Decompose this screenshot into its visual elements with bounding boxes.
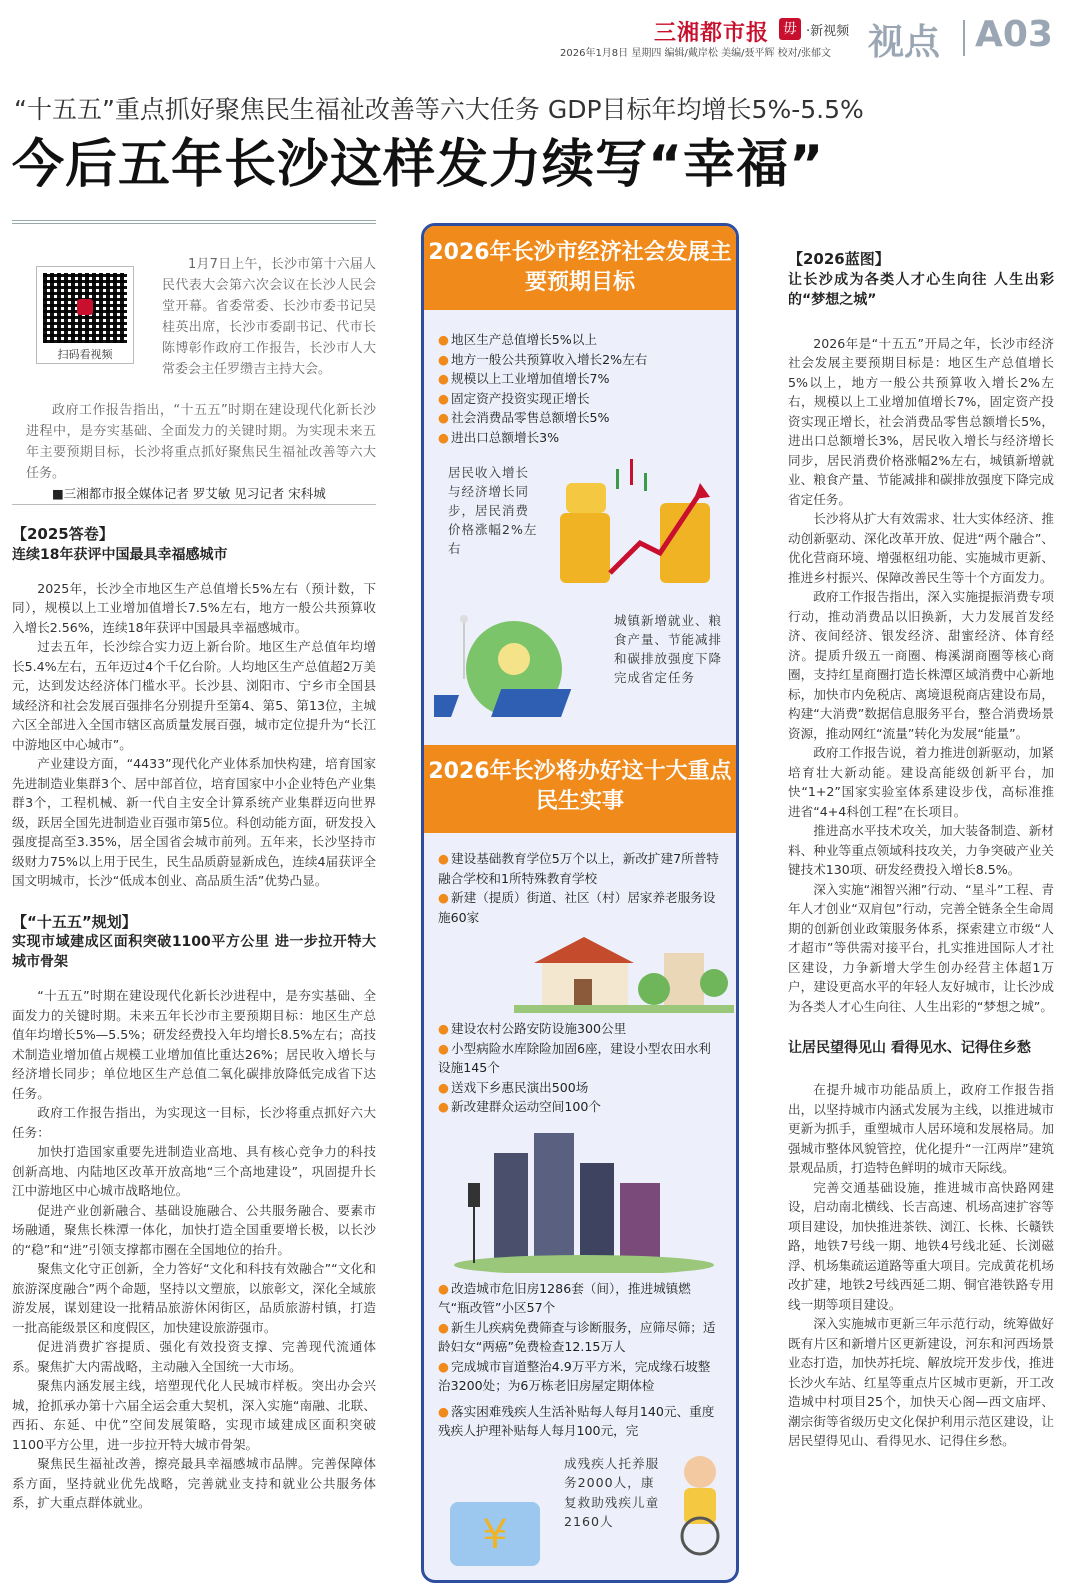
qr-pattern-icon	[43, 273, 127, 343]
paragraph: 聚焦文化守正创新，全力答好“文化和科技有效融合”“文化和旅游深度融合”两个命题，坚持以文塑旅，以旅彰文，深化全域旅游发展，谋划建设一批精品旅游休闲街区，品质旅游村镇，打造一批高能级景区和度假区，加快建设旅游强市。	[12, 1261, 376, 1335]
newspaper-logo: 三湘都市报	[654, 21, 770, 46]
list-item: ● 新生儿疾病免费筛查与诊断服务，应筛尽筛；适龄妇女“两癌”免费检查12.15万人	[438, 1318, 722, 1357]
paragraph: 2025年，长沙全市地区生产总值增长5%左右（预计数，下同），规模以上工业增加值增长7.5%左右，地方一般公共预算收入增长2.56%，连续18年获评中国最具幸福感城市。	[12, 580, 376, 635]
divider	[963, 20, 965, 56]
income-text: 居民收入增长与经济增长同步，居民消费价格涨幅2%左右	[448, 465, 538, 556]
tasks-banner: 2026年长沙将办好这十大重点民生实事	[424, 745, 736, 833]
section-title: 让居民望得见山 看得见水、记得住乡愁	[788, 1040, 1031, 1056]
list-item: ● 落实困难残疾人生活补贴每人每月140元、重度残疾人护理补贴每人每月100元，完	[438, 1402, 722, 1441]
subheadline: “十五五”重点抓好聚焦民生福祉改善等六大任务 GDP目标年均增长5%-5.5%	[14, 95, 864, 124]
list-item: ● 地方一般公共预算收入增长2%左右	[438, 350, 722, 370]
list-item: ● 完成城市盲道整治4.9万平方米，完成缘石坡整治3200处；为6万栋老旧房屋定期体检	[438, 1357, 722, 1396]
goals-list	[424, 330, 736, 447]
paragraph: 深入实施“湘智兴湘”行动、“星斗”工程、青年人才创业“双肩包”行动，完善全链条全生命周期的创新创业政策服务体系，探索建立市级“人才超市”等供需对接平台，扎实推进国际人才社区建设，力争新增大学生创办经营主体超1万户，建设更高水平的年轻人友好城市，让长沙成为各类人才心生向往、人生出彩的“梦想之城”。	[788, 881, 1054, 1014]
buildings-icon	[454, 1123, 714, 1273]
qr-code[interactable]	[36, 266, 134, 364]
city-illustration	[424, 1123, 736, 1273]
paragraph: 推进高水平技术攻关，加大装备制造、新材料、种业等重点领域科技攻关，力争突破产业关键技术130项、研发经费投入增长8.5%。	[788, 823, 1054, 877]
logo-sub: ·新视频	[806, 24, 850, 39]
tasks-list	[424, 849, 736, 927]
tasks-list-2	[424, 1019, 736, 1117]
paragraph: 深入实施城市更新三年示范行动，统筹做好既有片区和新增片区更新建设，河东和河西场景业态打造，加快苏托垸、解放垸开发步伐，推进长沙火车站、红星等重点片区城市更新，开工改造城中村项目25个，加快天心阁—西文庙坪、潮宗街等省级历史文化保护利用示范区建设，让居民望得见山、看得见水、记得住乡愁。	[788, 1316, 1054, 1448]
divider	[12, 220, 376, 224]
byline: ■三湘都市报全媒体记者 罗艾敏 见习记者 宋科城	[52, 486, 326, 501]
paragraph: 2026年是“十五五”开局之年，长沙市经济社会发展主要预期目标是：地区生产总值增长5%以上，地方一般公共预算收入增长2%左右，规模以上工业增加值增长7%，固定资产投资实现正增长，社会消费品零售总额增长5%，进出口总额增长3%，居民收入增长与经济增长同步，居民消费价格涨幅2%左右，城镇新增就业、粮食产量、节能减排和碳排放强度下降完成省定任务。	[788, 335, 1054, 507]
section-title: 让长沙成为各类人才心生向往 人生出彩的“梦想之城”	[788, 271, 1054, 308]
list-item-cont: 成残疾人托养服务2000人，康复救助残疾儿童2160人	[564, 1455, 660, 1529]
section-tag: 【2026蓝图】	[788, 250, 890, 268]
paragraph: 在提升城市功能品质上，政府工作报告指出，以坚持城市内涵式发展为主线，以推进城市更新为抓手，重塑城市人居环境和发展格局。加强城市整体风貌管控，优化提升“一江两岸”建筑景观品质，打造特色鲜明的城市天际线。	[788, 1082, 1054, 1175]
paragraph: 长沙将从扩大有效需求、壮大实体经济、推动创新驱动、深化改革开放、促进“两个融合”、优化营商环境、增强枢纽功能、实施城市更新、推进乡村振兴、保障改善民生等十个方面发力。	[788, 511, 1054, 585]
tasks-list-4	[424, 1402, 736, 1441]
qr-label: 扫码看视频	[57, 348, 113, 361]
list-item: ● 建设基础教育学位5万个以上，新改扩建7所普特融合学校和1所特殊教育学校	[438, 849, 722, 888]
house-icon	[514, 933, 734, 1013]
list-item: ● 送戏下乡惠民演出500场	[438, 1078, 722, 1098]
green-energy-illustration	[424, 599, 736, 729]
list-item: ● 新改建群众运动空间100个	[438, 1097, 722, 1117]
coin-stack-icon	[550, 453, 739, 593]
section-tag: 【2025答卷】	[12, 525, 114, 543]
paragraph: 促进产业创新融合、基础设施融合、公共服务融合、要素市场融通，聚焦长株潭一体化，加快打造全国重要增长极，以长沙的“稳”和“进”引领支撑都市圈在全国地位的抬升。	[12, 1202, 376, 1257]
paragraph: 过去五年，长沙综合实力迈上新台阶。地区生产总值年均增长5.4%左右，五年迈过4个千亿台阶。人均地区生产总值超2万美元，达到发达经济体门槛水平。长沙县、浏阳市、宁乡市全国县域经济和社会发展百强排名分别提升至第4、第5、第13位，主城六区全部进入全国市辖区高质量发展百强，城市定位提升为“长江中游地区中心城市”。	[12, 639, 376, 752]
divider	[12, 504, 376, 505]
list-item: ● 建设农村公路安防设施300公里	[438, 1019, 722, 1039]
section-tag: 【“十五五”规划】	[12, 912, 137, 931]
list-item: ● 改造城市危旧房1286套（间），推进城镇燃气“瓶改管”小区57个	[438, 1279, 722, 1318]
list-item: ● 社会消费品零售总额增长5%	[438, 408, 722, 428]
headline: 今后五年长沙这样发力续写“幸福”	[12, 135, 825, 195]
list-item: ● 地区生产总值增长5%以上	[438, 330, 722, 350]
right-column	[788, 250, 1054, 1451]
svg-text:¥: ¥	[482, 1511, 508, 1558]
section-title: 连续18年获评中国最具幸福感城市	[12, 546, 228, 563]
lead-text: 1月7日上午，长沙市第十六届人民代表大会第六次会议在长沙人民会堂开幕。省委常委、长沙市委书记吴桂英出席，长沙市委副书记、代市长陈博彰作政府工作报告，长沙市人大常委会主任罗缵吉主持大会。	[162, 257, 376, 377]
issue-info: 2026年1月8日 星期四 编辑/戴岸松 美编/聂平辉 校对/张郁文	[560, 48, 831, 59]
paragraph: 政府工作报告指出，深入实施提振消费专项行动，推动消费品以旧换新，大力发展首发经济、夜间经济、银发经济、甜蜜经济、体育经济。提质升级五一商圈、梅溪湖商圈等核心商圈，支持红星商圈打造长株潭区域消费中心新地标，加快市内免税店、离境退税商店建设布局，构建“大消费”数据信息服务平台，整合消费场景资源，推动网红“流量”转化为发展“能量”。	[788, 589, 1054, 741]
globe-solar-icon	[434, 599, 614, 729]
section-title: 实现市域建成区面积突破1100平方公里 进一步拉开特大城市骨架	[12, 934, 376, 970]
lead-text-2: 政府工作报告指出，“十五五”时期在建设现代化新长沙进程中，是夯实基础、全面发力的关键时期。为实现未来五年主要预期目标，长沙将重点抓好聚焦民生福祉改善等六大任务。	[26, 403, 376, 481]
list-item: ● 进出口总额增长3%	[438, 428, 722, 448]
paragraph: 政府工作报告说，着力推进创新驱动，加紧培育壮大新动能。建设高能级创新平台，加快“1+2”国家实验室体系建设步伐，高标准推进省“4+4科创工程”在长项目。	[788, 745, 1054, 819]
paragraph: 聚焦民生福祉改善，擦亮最具幸福感城市品牌。完善保障体系方面，坚持就业优先战略，完善就业支持和就业公共服务体系，扩大重点群体就业。	[12, 1456, 376, 1510]
paragraph: 加快打造国家重要先进制造业高地、具有核心竞争力的科技创新高地、内陆地区改革开放高地“三个高地建设”，巩固提升长江中游地区中心城市战略地位。	[12, 1144, 376, 1198]
paragraph: 政府工作报告指出，为实现这一目标，长沙将重点抓好六大任务：	[12, 1105, 376, 1140]
lead-box	[12, 234, 376, 501]
page-code: A03	[975, 14, 1053, 55]
disability-support-block	[424, 1402, 736, 1572]
paragraph: 完善交通基础设施，推进城市高快路网建设，启动南北横线、长吉高速、机场高速扩容等项目建设，加快推进茶铁、浏江、长株、长赣铁路，地铁7号线一期、地铁4号线北延、长浏磁浮、机场集疏运道路等重大项目。完成黄花机场改扩建，地铁2号线西延二期、铜官港铁路专用线一期等项目建设。	[788, 1179, 1054, 1312]
yuan-icon	[440, 1482, 550, 1572]
houses-illustration	[424, 933, 736, 1013]
goals-banner: 2026年长沙市经济社会发展主要预期目标	[424, 226, 736, 310]
masthead	[0, 0, 1080, 70]
left-column	[12, 220, 376, 1513]
paragraph: “十五五”时期在建设现代化新长沙进程中，是夯实基础、全面发力的关键时期。未来五年长沙市主要预期目标：地区生产总值年均增长5%—5.5%；研发经费投入年均增长8.5%左右；高技术制造业增加值占规模工业增加值比重达26%；居民收入增长与经济增长同步；单位地区生产总值二氧化碳排放降低完成省下达任务。	[12, 988, 376, 1101]
list-item: ● 固定资产投资实现正增长	[438, 389, 722, 409]
section-name: 视点	[868, 22, 941, 63]
tasks-list-3	[424, 1279, 736, 1396]
logo-badge-icon: 毋	[779, 18, 801, 40]
coins-illustration	[424, 453, 736, 593]
employment-text: 城镇新增就业、粮食产量、节能减排和碳排放强度下降完成省定任务	[614, 613, 723, 685]
infographic-panel	[421, 223, 739, 1583]
list-item: ● 新建（提质）街道、社区（村）居家养老服务设施60家	[438, 888, 722, 927]
paragraph: 聚焦内涵发展主线，培塑现代化人民城市样板。突出办会兴城，抢抓承办第十六届全运会重大契机，深入实施“南融、北联、西拓、东延、中优”空间发展策略，实现市域建成区面积突破1100平方公里，进一步拉开特大城市骨架。	[12, 1378, 376, 1452]
paragraph: 促进消费扩容提质、强化有效投资支撑、完善现代流通体系。聚焦扩大内需战略，主动融入全国统一大市场。	[12, 1339, 376, 1374]
wheelchair-icon	[660, 1448, 739, 1558]
list-item: ● 小型病险水库除险加固6座，建设小型农田水利设施145个	[438, 1039, 722, 1078]
list-item: ● 规模以上工业增加值增长7%	[438, 369, 722, 389]
paragraph: 产业建设方面，“4433”现代化产业体系加快构建，培育国家先进制造业集群3个、居中部首位，培育国家中小企业特色产业集群3个，工程机械、新一代自主安全计算系统产业集群迈向世界级，跃居全国先进制造业百强市第5位。科创动能方面，研发投入强度提高至3.35%，居全国省会城市前列。五年来，长沙坚持市级财力75%以上用于民生，民生品质蔚显新成色，连续4届获评全国文明城市，长沙“低成本创业、高品质生活”优势凸显。	[12, 756, 376, 888]
